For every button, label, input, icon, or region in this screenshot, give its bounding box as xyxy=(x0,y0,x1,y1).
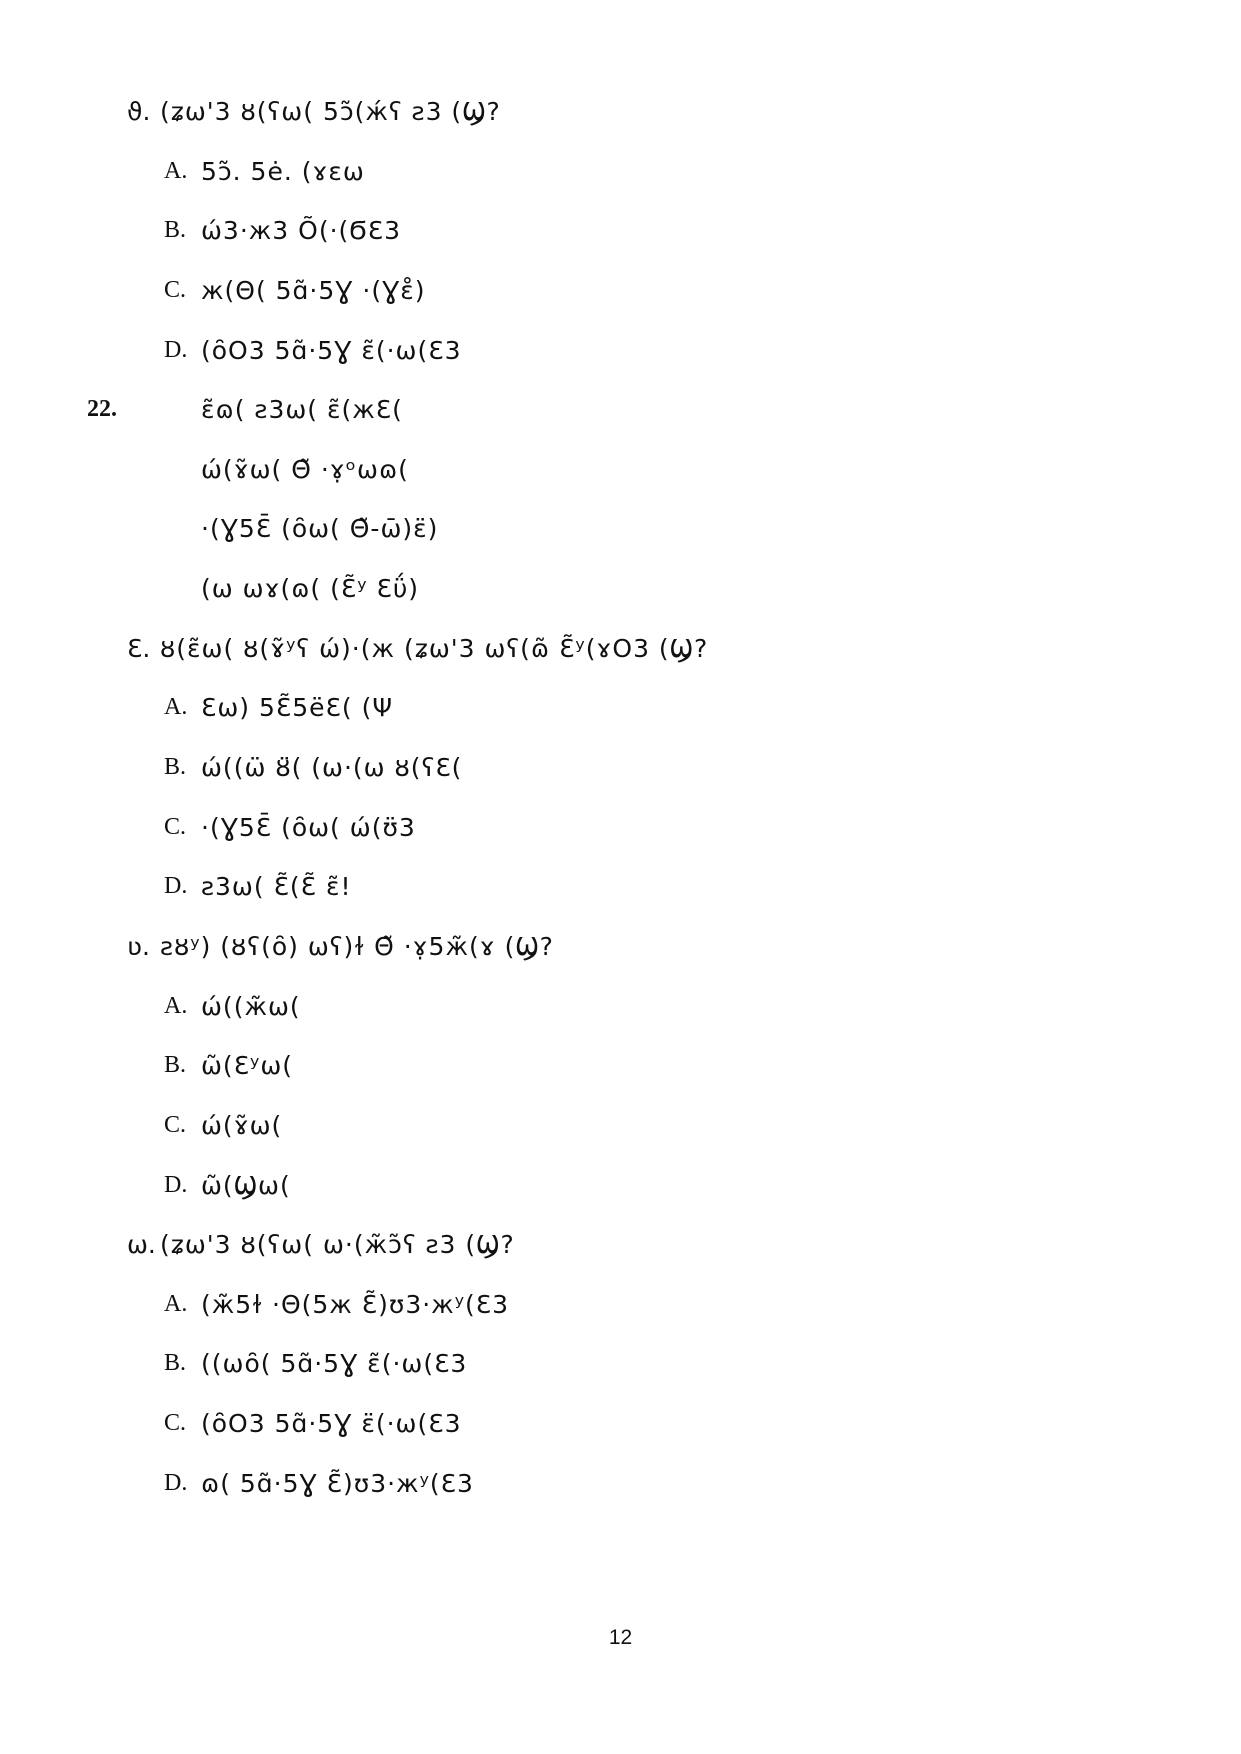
option-letter: A. xyxy=(164,1290,188,1317)
option-row xyxy=(0,1334,1241,1394)
question xyxy=(0,1215,1241,1275)
option-text: Ɛω) 5Ɛ̃5ëƐ( (Ψ xyxy=(201,693,394,723)
option-row xyxy=(0,738,1241,798)
option-row xyxy=(0,1275,1241,1335)
option-text: ώ(ɤ̃ω( xyxy=(201,1110,283,1140)
option-letter: B. xyxy=(164,754,187,781)
option-text: (ȏO3 5ɑ̃·5Ɣ ɛ̃(·ω(Ɛ3 xyxy=(201,335,462,365)
option-row xyxy=(0,261,1241,321)
passage-row xyxy=(0,499,1241,559)
question-text: (ʑω'3 ȣ(ʕω( ω·(ж̃ɔ̃ʕ ƨ3 (Ϣ? xyxy=(160,1230,515,1260)
passage-row xyxy=(0,380,1241,440)
option-text: ώ3·ж3 Õ(·(ϬƐ3 xyxy=(201,216,402,246)
option-letter: C. xyxy=(164,813,187,840)
question xyxy=(0,82,1241,142)
question-number: ω. xyxy=(127,1230,156,1260)
option-row xyxy=(0,201,1241,261)
option-text: ω̃(Ɛʸω( xyxy=(201,1051,294,1081)
option-text: ɷ( 5ɑ̃·5Ɣ Ɛ̃)ʊ3·жʸ(Ɛ3 xyxy=(201,1468,474,1498)
option-text: 5ɔ̃. 5ė. (ɤɛω xyxy=(201,156,365,186)
option-row xyxy=(0,678,1241,738)
option-letter: B. xyxy=(164,1052,187,1079)
option-row xyxy=(0,1156,1241,1216)
option-letter: D. xyxy=(164,1171,188,1198)
passage-line: (ω ωɤ(ɷ( (Ɛ̃ʸ Ɛΰ) xyxy=(201,574,420,604)
question xyxy=(0,917,1241,977)
option-row xyxy=(0,1036,1241,1096)
option-letter: A. xyxy=(164,992,188,1019)
option-letter: D. xyxy=(164,1469,188,1496)
passage-number: 22. xyxy=(87,396,117,423)
option-row xyxy=(0,1394,1241,1454)
question-number: Ɛ. xyxy=(127,633,151,663)
option-text: ώ((ж̃ω( xyxy=(201,991,301,1021)
passage-row xyxy=(0,559,1241,619)
option-text: ((ωȏ( 5ɑ̃·5Ɣ ɛ̃(·ω(Ɛ3 xyxy=(201,1349,468,1379)
question-number: ʋ. xyxy=(127,931,150,961)
option-row xyxy=(0,321,1241,381)
exam-page xyxy=(0,82,1241,1513)
option-text: (ȏO3 5ɑ̃·5Ɣ ɛ̈(·ω(Ɛ3 xyxy=(201,1409,462,1439)
question-text: ȣ(ɛ̃ω( ȣ(ɤ̃ʸʕ ώ)·(ж (ʑω'3 ωʕ(ɷ̃ Ɛ̃ʸ(ɤO3 (Ϣ? xyxy=(160,633,709,663)
option-letter: A. xyxy=(164,694,188,721)
option-row xyxy=(0,1454,1241,1514)
option-row xyxy=(0,142,1241,202)
question-text: ƨȣʸ) (ȣʕ(ȏ) ωʕ)ɫ Θ̃ ·ɤ̣5ж̃(ɤ (Ϣ? xyxy=(160,931,554,961)
option-letter: C. xyxy=(164,1410,187,1437)
question-text: (ʑω'3 ȣ(ʕω( 5ɔ̃(ж́ʕ ƨ3 (Ϣ? xyxy=(160,97,501,126)
passage-line: ώ(ɤ̃ω( Θ̃ ·ɤ̣ᵒωɷ( xyxy=(201,454,409,484)
passage-line: ·(Ɣ5Ɛ̄ (ȏω( Θ̃-ω̄)ɛ̈) xyxy=(201,514,439,544)
option-row xyxy=(0,798,1241,858)
passage-line: ɛ̃ɷ( ƨ3ω( ɛ̃(жƐ( xyxy=(201,395,403,425)
passage-row xyxy=(0,440,1241,500)
option-letter: D. xyxy=(164,873,188,900)
question-number: ϑ. xyxy=(127,97,151,126)
option-text: (ж̃5ɫ ·Θ(5ж Ɛ̃)ʊ3·жʸ(Ɛ3 xyxy=(201,1289,510,1319)
option-letter: C. xyxy=(164,1111,187,1138)
option-text: ω̃(Ϣω( xyxy=(201,1170,291,1200)
page-number: 12 xyxy=(608,1626,633,1649)
question xyxy=(0,619,1241,679)
option-letter: A. xyxy=(164,157,188,184)
option-letter: B. xyxy=(164,217,187,244)
option-text: ώ((ω̈ ȣ̈( (ω·(ω ȣ(ʕƐ( xyxy=(201,753,463,783)
option-text: ƨ3ω( Ɛ̃(Ɛ̃ ɛ̃! xyxy=(201,872,352,902)
option-letter: B. xyxy=(164,1350,187,1377)
option-text: ·(Ɣ5Ɛ̄ (ȏω( ώ(ʊ̈3 xyxy=(201,812,416,842)
option-letter: D. xyxy=(164,336,188,363)
option-text: ж(Θ( 5ɑ̃·5Ɣ ·(Ɣɛ̊) xyxy=(201,275,426,305)
option-row xyxy=(0,1096,1241,1156)
option-row xyxy=(0,977,1241,1037)
option-row xyxy=(0,857,1241,917)
option-letter: C. xyxy=(164,276,187,303)
